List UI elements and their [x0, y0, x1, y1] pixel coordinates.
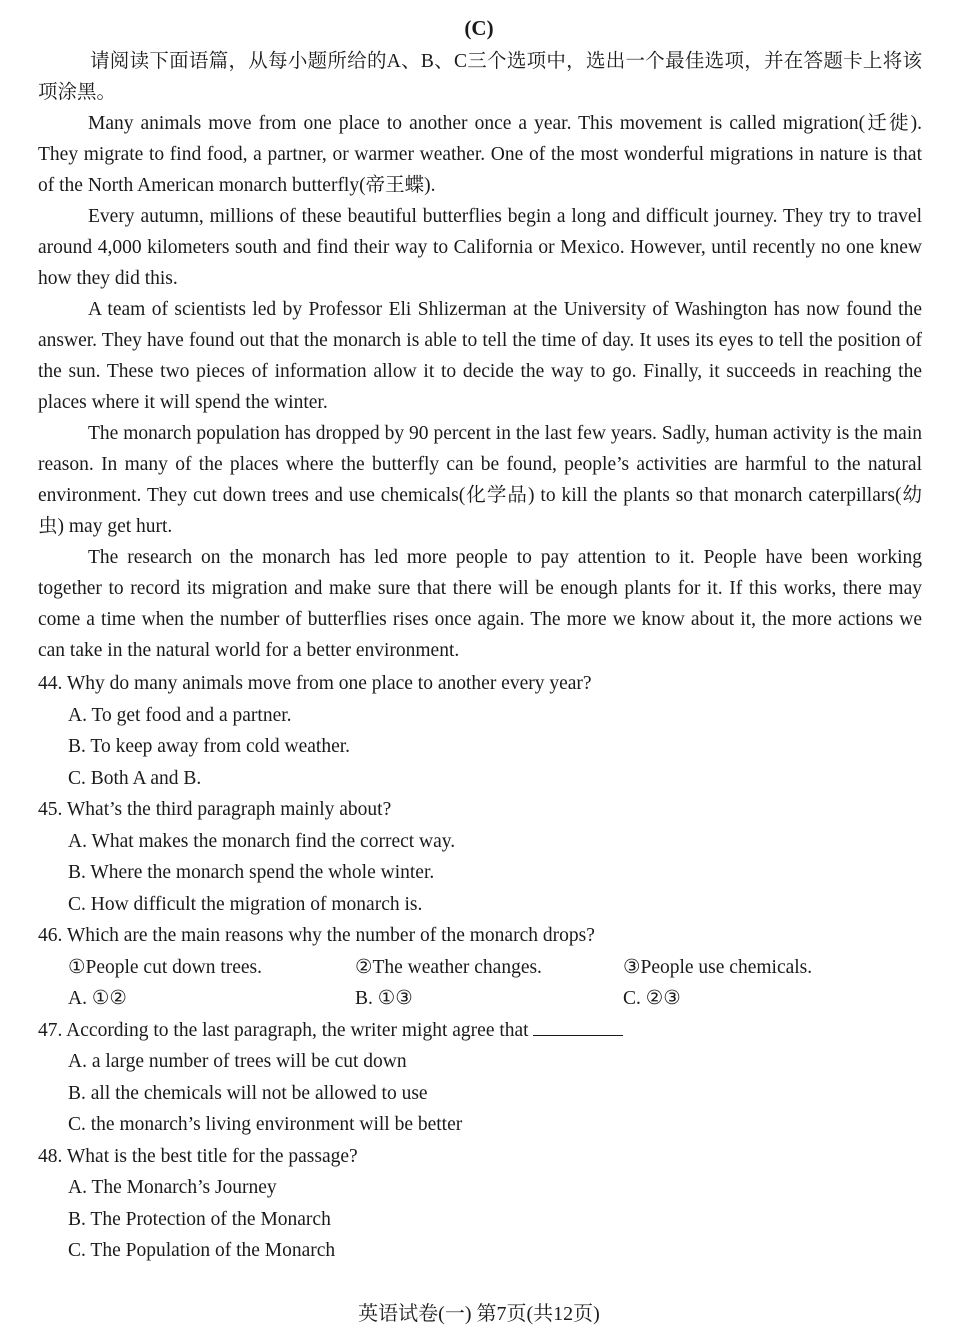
question-stem-line [38, 1015, 922, 1047]
option-c: C. The Population of the Monarch [68, 1240, 336, 1261]
option-b: B. To keep away from cold weather. [68, 736, 351, 757]
option-b: B. The Protection of the Monarch [68, 1208, 331, 1230]
question-45 [38, 794, 922, 920]
answer-blank [533, 1017, 623, 1036]
passage [38, 108, 922, 666]
option-a: A. To get food and a partner. [68, 704, 292, 726]
option-a: A. ①② [68, 988, 127, 1009]
questions [38, 668, 922, 1267]
question-47 [38, 1015, 922, 1141]
option-c: C. the monarch’s living environment will be better [68, 1114, 463, 1135]
statement-3: ③People use chemicals. [623, 956, 813, 978]
option-b: B. all the chemicals will not be allowed to use [68, 1082, 428, 1104]
instruction-text: 请阅读下面语篇，从每小题所给的A、B、C三个选项中，选出一个最佳选项，并在答题卡上将该项涂黑。 [38, 51, 922, 103]
question-stem: 47. According to the last paragraph, the writer might agree that [38, 1019, 529, 1041]
statement-2: ②The weather changes. [355, 956, 542, 978]
page-footer: 英语试卷(一) 第7页(共12页) [358, 1303, 600, 1325]
option-a: A. What makes the monarch find the correct way. [68, 830, 456, 852]
passage-paragraph-1: Many animals move from one place to another once a year. This movement is called migration(迁徙). They migrate to find food, a partner, or warmer weather. One of the most wonderful migrations in nature is that of the North American monarch butterfly(帝王蝶). [38, 113, 922, 196]
passage-paragraph-5: The research on the monarch has led more people to pay attention to it. People have been working together to record its migration and make sure that there will be enough plants for it. If this works, there may come a time when the number of butterflies rises once again. The more we know about it, the more actions we can take in the natural world for a better environment. [38, 547, 922, 661]
question-48 [38, 1141, 922, 1267]
passage-paragraph-2: Every autumn, millions of these beautiful butterflies begin a long and difficult journey. They try to travel around 4,000 kilometers south and find their way to California or Mexico. However, until recently no one knew how they did this. [38, 206, 922, 289]
option-c: C. ②③ [623, 988, 681, 1009]
passage-paragraph-4: The monarch population has dropped by 90 percent in the last few years. Sadly, human activity is the main reason. In many of the places where the butterfly can be found, people’s activities are harmful to the natural environment. They cut down trees and use chemicals(化学品) to kill the plants so that monarch caterpillars(幼虫) may get hurt. [38, 423, 922, 537]
option-b: B. Where the monarch spend the whole winter. [68, 862, 435, 883]
option-c: C. How difficult the migration of monarch is. [68, 893, 423, 915]
question-stem: 44. Why do many animals move from one place to another every year? [38, 673, 592, 694]
question-44 [38, 668, 922, 794]
option-row [38, 983, 922, 1015]
question-46 [38, 920, 922, 1015]
passage-paragraph-3: A team of scientists led by Professor Eli Shlizerman at the University of Washington has now found the answer. They have found out that the monarch is able to tell the time of day. It uses its eyes to tell the position of the sun. These two pieces of information allow it to decide the way to go. Finally, it succeeds in reaching the places where it will spend the winter. [38, 299, 922, 413]
option-b: B. ①③ [355, 988, 413, 1009]
statement-1: ①People cut down trees. [68, 956, 263, 978]
option-c: C. Both A and B. [68, 767, 202, 789]
option-a: A. The Monarch’s Journey [68, 1177, 277, 1198]
statement-row [38, 952, 922, 984]
question-stem: 48. What is the best title for the passage? [38, 1145, 358, 1167]
section-label: (C) [464, 16, 494, 40]
question-stem: 45. What’s the third paragraph mainly about? [38, 799, 392, 820]
option-a: A. a large number of trees will be cut down [68, 1051, 407, 1072]
question-stem: 46. Which are the main reasons why the number of the monarch drops? [38, 925, 595, 946]
content [38, 46, 922, 1267]
